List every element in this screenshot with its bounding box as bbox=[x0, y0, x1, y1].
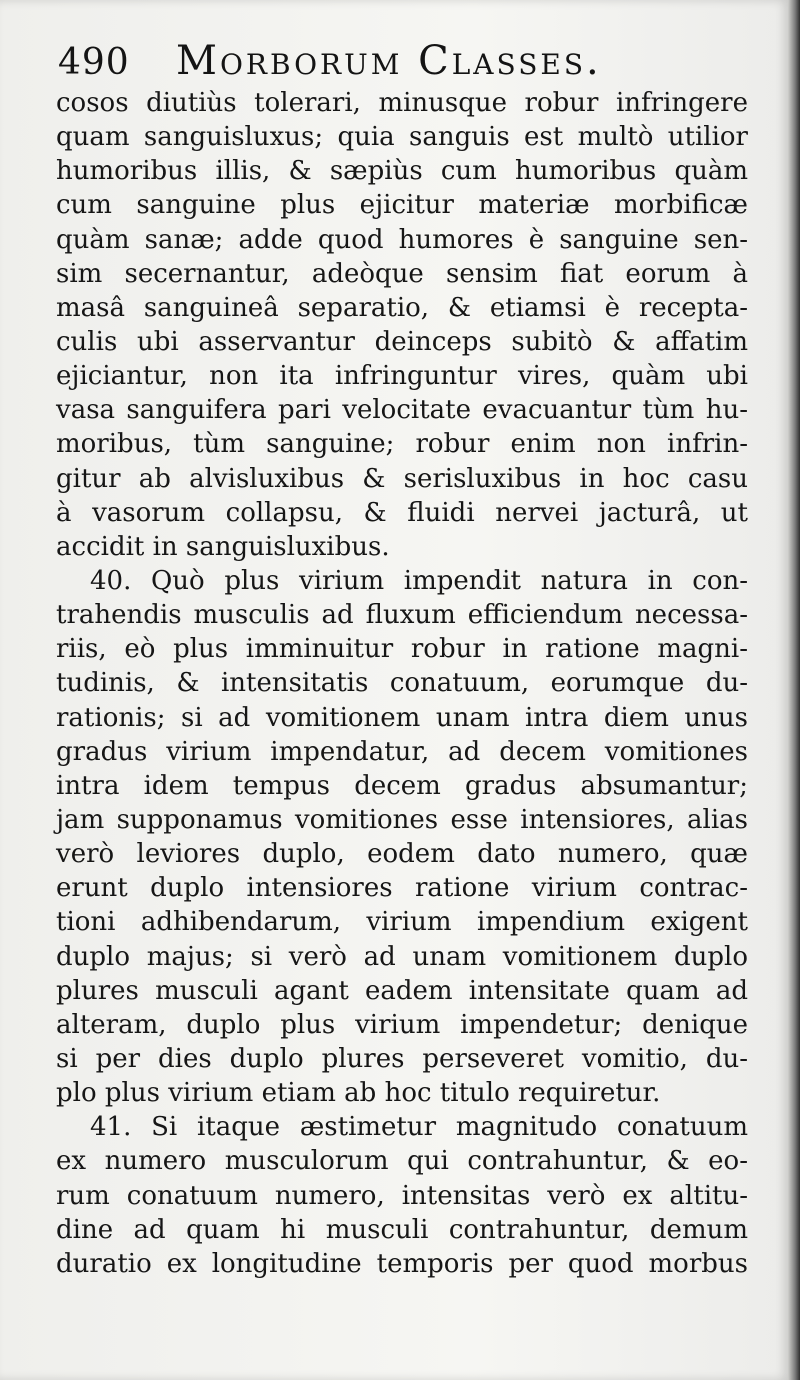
text-line: plures musculi agant eadem intensitate quam ad bbox=[56, 975, 748, 1006]
text-line: alteram, duplo plus virium impendetur; denique bbox=[56, 1009, 748, 1040]
running-title: Morborum Classes. bbox=[176, 38, 602, 84]
paragraph-end-line: accidit in sanguisluxibus. bbox=[56, 531, 390, 562]
text-line: duplo majus; si verò ad unam vomitionem duplo bbox=[56, 941, 748, 972]
text-line: vasa sanguifera pari velocitate evacuantur tùm hu- bbox=[56, 395, 748, 426]
text-line: duratio ex longitudine temporis per quod morbus bbox=[56, 1248, 748, 1279]
text-line: riis, eò plus imminuitur robur in ratione magni- bbox=[56, 634, 748, 665]
text-line: dine ad quam hi musculi contrahuntur, demum bbox=[56, 1214, 748, 1245]
text-line: culis ubi asservantur deinceps subitò & affatim bbox=[56, 326, 748, 357]
text-line: intra idem tempus decem gradus absumantur; bbox=[56, 770, 748, 801]
page-edge-shadow bbox=[788, 0, 800, 1380]
text-line: verò leviores duplo, eodem dato numero, quæ bbox=[56, 839, 748, 870]
text-line: quàm sanæ; adde quod humores è sanguine sen- bbox=[56, 224, 748, 255]
text-line: cosos diutiùs tolerari, minusque robur infringere bbox=[56, 88, 748, 118]
text-line: jam supponamus vomitiones esse intensiores, alias bbox=[56, 804, 748, 835]
text-line: quam sanguisluxus; quia sanguis est multò utilior bbox=[56, 122, 748, 153]
body-text bbox=[56, 86, 748, 1281]
page-number: 490 bbox=[58, 42, 130, 83]
text-line: gitur ab alvisluxibus & serisluxibus in hoc casu bbox=[56, 463, 748, 494]
text-line: ex numero musculorum qui contrahuntur, & eo- bbox=[56, 1146, 748, 1177]
text-line: erunt duplo intensiores ratione virium contrac- bbox=[56, 873, 748, 904]
text-line: cum sanguine plus ejicitur materiæ morbificæ bbox=[56, 190, 748, 221]
paragraph-end-line: plo plus virium etiam ab hoc titulo requiretur. bbox=[56, 1078, 661, 1109]
text-line: rationis; si ad vomitionem unam intra diem unus bbox=[56, 702, 748, 733]
section-40-first-line: 40. Quò plus virium impendit natura in con- bbox=[90, 565, 748, 596]
text-line: masâ sanguineâ separatio, & etiamsi è recepta- bbox=[56, 292, 748, 323]
text-line: à vasorum collapsu, & fluidi nervei jacturâ, ut bbox=[56, 497, 748, 528]
section-41-first-line: 41. Si itaque æstimetur magnitudo conatuum bbox=[90, 1112, 748, 1143]
text-line: si per dies duplo plures perseveret vomitio, du- bbox=[56, 1043, 748, 1074]
text-line: humoribus illis, & sæpiùs cum humoribus quàm bbox=[56, 156, 748, 187]
text-line: moribus, tùm sanguine; robur enim non infrin- bbox=[56, 429, 748, 460]
text-line: rum conatuum numero, intensitas verò ex altitu- bbox=[56, 1180, 748, 1211]
text-line: ejiciantur, non ita infringuntur vires, quàm ubi bbox=[56, 361, 748, 392]
text-line: gradus virium impendatur, ad decem vomitiones bbox=[56, 736, 748, 767]
page-header bbox=[58, 38, 748, 88]
text-line: trahendis musculis ad fluxum efficiendum necessa- bbox=[56, 600, 748, 631]
text-line: tudinis, & intensitatis conatuum, eorumque du- bbox=[56, 668, 748, 699]
text-line: tioni adhibendarum, virium impendium exigent bbox=[56, 907, 748, 938]
text-line: sim secernantur, adeòque sensim fiat eorum à bbox=[56, 258, 748, 289]
